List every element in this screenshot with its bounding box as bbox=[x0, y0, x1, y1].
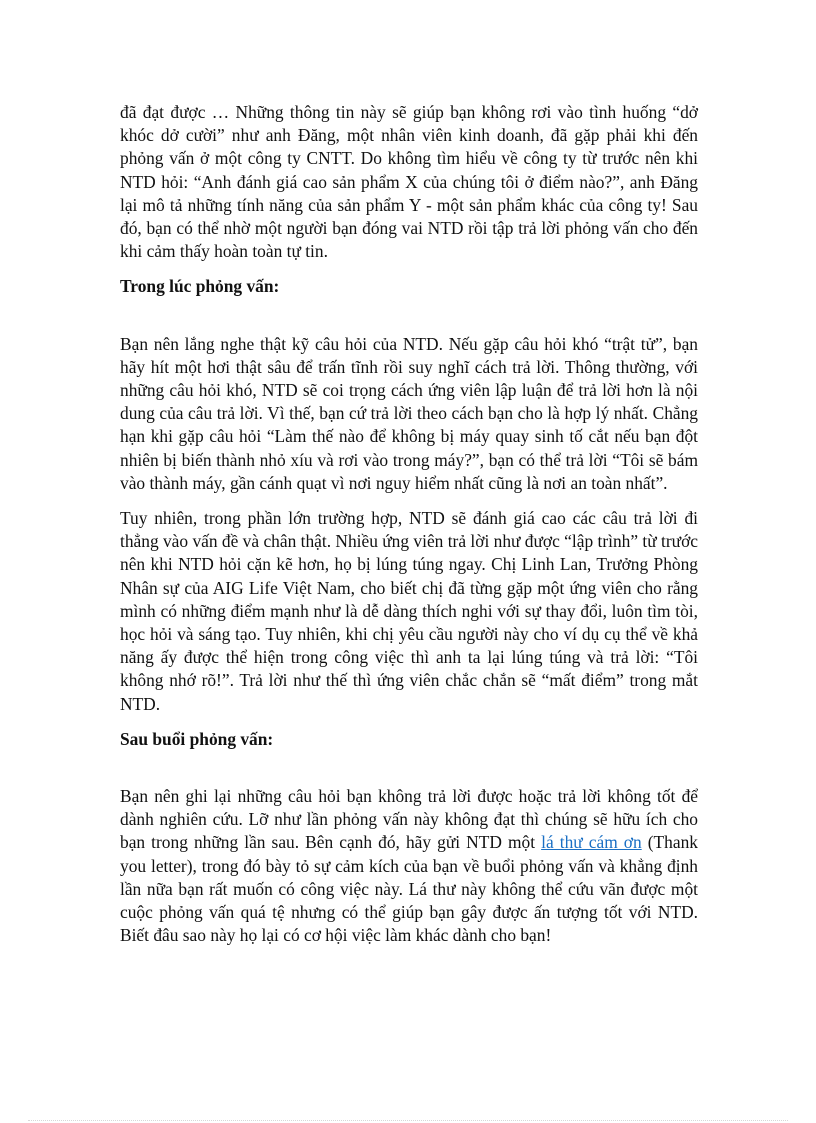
paragraph-text: Bạn nên ghi lại những câu hỏi bạn không trả lời được hoặc trả lời không tốt để dành nghiên cứu. Lỡ như lần phỏng vấn này không đạt thì chúng sẽ hữu ích cho bạn trong những lần sau. Bên cạnh đó, hãy gửi NTD một bbox=[120, 786, 698, 853]
section-heading-after-interview: Sau buổi phỏng vấn: bbox=[120, 728, 274, 749]
section-heading-during-interview: Trong lúc phỏng vấn: bbox=[120, 276, 280, 297]
spacer bbox=[120, 751, 698, 785]
spacer bbox=[120, 263, 698, 275]
thank-you-letter-link[interactable]: lá thư cám ơn bbox=[541, 832, 642, 853]
during-interview-paragraph: Bạn nên lắng nghe thật kỹ câu hỏi của NTD. Nếu gặp câu hỏi khó “trật tử”, bạn hãy hít một hơi thật sâu để trấn tĩnh rồi suy nghĩ cách trả lời. Thông thường, với những câu hỏi khó, NTD sẽ coi trọng cách ứng viên lập luận để trả lời hơn là nội dung của câu trả lời. Vì thế, bạn cứ trả lời theo cách bạn cho là hợp lý nhất. Chẳng hạn khi gặp câu hỏi “Làm thế nào để không bị máy quay sinh tố cắt nếu bạn đột nhiên bị biến thành nhỏ xíu và rơi vào trong máy?”, bạn có thể trả lời “Tôi sẽ bám vào thành máy, gần cánh quạt vì nơi nguy hiểm nhất cũng là nơi an toàn nhất”. bbox=[120, 333, 698, 493]
after-interview-paragraph bbox=[120, 785, 698, 947]
spacer bbox=[120, 716, 698, 728]
paragraph-text: (Thank you letter), trong đó bày tỏ sự cảm kích của bạn về buổi phỏng vấn và khẳng định lần nữa bạn rất muốn có công việc này. Lá thư này không thể cứu vãn được một cuộc phỏng vấn quá tệ nhưng có thể giúp bạn gây được ấn tượng tốt với NTD. Biết đâu sao này họ lại có cơ hội việc làm khác dành cho bạn! bbox=[120, 832, 698, 946]
document-page bbox=[120, 101, 698, 948]
intro-paragraph: đã đạt được … Những thông tin này sẽ giúp bạn không rơi vào tình huống “dở khóc dở cười” như anh Đăng, một nhân viên kinh doanh, đã gặp phải khi đến phỏng vấn ở một công ty CNTT. Do không tìm hiểu về công ty từ trước nên khi NTD hỏi: “Anh đánh giá cao sản phẩm X của chúng tôi ở điểm nào?”, anh Đăng lại mô tả những tính năng của sản phẩm Y - một sản phẩm khác của công ty! Sau đó, bạn có thể nhờ một người bạn đóng vai NTD rồi tập trả lời phỏng vấn cho đến khi cảm thấy hoàn toàn tự tin. bbox=[120, 102, 698, 262]
ntd-evaluation-paragraph: Tuy nhiên, trong phần lớn trường hợp, NTD sẽ đánh giá cao các câu trả lời đi thẳng vào vấn đề và chân thật. Nhiều ứng viên trả lời như được “lập trình” từ trước nên khi NTD hỏi cặn kẽ hơn, họ bị lúng túng ngay. Chị Linh Lan, Trưởng Phòng Nhân sự của AIG Life Việt Nam, cho biết chị đã từng gặp một ứng viên cho rằng mình có những điểm mạnh như là dễ dàng thích nghi với sự thay đổi, luôn tìm tòi, học hỏi và sáng tạo. Tuy nhiên, khi chị yêu cầu người này cho ví dụ cụ thể về khả năng ấy được thể hiện trong công việc thì anh ta lại lúng túng và trả lời: “Tôi không nhớ rõ!”. Trả lời như thế thì ứng viên chắc chắn sẽ “mất điểm” trong mắt NTD. bbox=[120, 508, 698, 714]
spacer bbox=[120, 299, 698, 333]
spacer bbox=[120, 495, 698, 507]
page-bottom-divider bbox=[28, 1120, 788, 1121]
